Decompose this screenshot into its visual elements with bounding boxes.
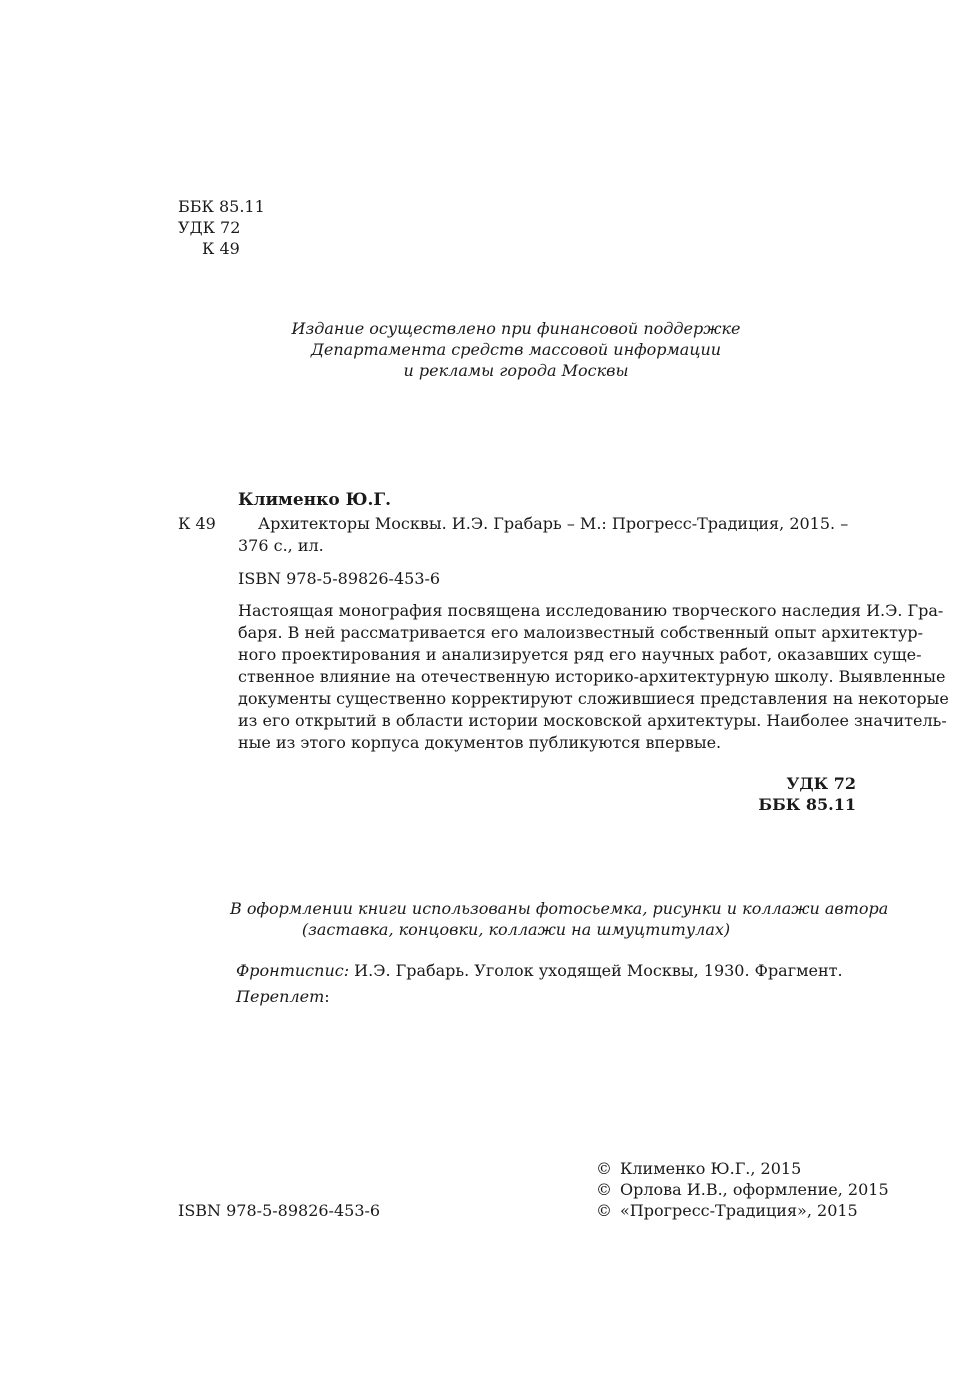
copyright-line: [596, 1200, 889, 1221]
abstract-line: Настоящая монография посвящена исследованию творческого наследия И.Э. Гра-: [238, 601, 944, 620]
classification-block: [178, 196, 265, 259]
support-line: Издание осуществлено при финансовой поддержке: [291, 319, 741, 338]
copyright-symbol: ©: [596, 1180, 612, 1199]
design-line: (заставка, концовки, коллажи на шмуцтитулах): [301, 920, 731, 939]
record-author-mark: К 49: [178, 514, 216, 533]
support-line: Департамента средств массовой информации: [310, 340, 722, 359]
abstract-line: ного проектирования и анализируется ряд его научных работ, оказавших суще-: [238, 645, 922, 664]
bottom-isbn: ISBN 978-5-89826-453-6: [178, 1201, 381, 1220]
support-note: [230, 318, 802, 381]
support-line: и рекламы города Москвы: [403, 361, 629, 380]
index-udk: УДК 72: [786, 774, 856, 793]
abstract-line: ные из этого корпуса документов публикуются впервые.: [238, 733, 722, 752]
copyright-text: «Прогресс-Традиция», 2015: [620, 1201, 858, 1220]
author-mark: К 49: [202, 239, 240, 258]
index-bbk: ББК 85.11: [758, 795, 856, 814]
copyright-line: [596, 1158, 889, 1179]
bbk-code: ББК 85.11: [178, 197, 265, 216]
abstract: [238, 600, 949, 754]
copyright-symbol: ©: [596, 1201, 612, 1220]
copyright-block: [596, 1158, 889, 1221]
record-author: Клименко Ю.Г.: [238, 490, 392, 510]
design-note: [230, 898, 889, 940]
frontispiece-label: Фронтиспис:: [236, 961, 350, 980]
abstract-line: ственное влияние на отечественную историко-архитектурную школу. Выявленные: [238, 667, 946, 686]
record-pages: 376 с., ил.: [238, 536, 324, 555]
copyright-line: [596, 1179, 889, 1200]
design-line: В оформлении книги использованы фотосьемка, рисунки и коллажи автора: [230, 899, 889, 918]
binding-note: [236, 986, 330, 1007]
abstract-line: из его открытий в области истории московской архитектуры. Наиболее значитель-: [238, 711, 947, 730]
index-codes: [758, 773, 856, 815]
record-title: Архитекторы Москвы. И.Э. Грабарь – М.: Прогресс-Традиция, 2015. –: [258, 514, 849, 533]
abstract-line: документы существенно корректируют сложившиеся представления на некоторые: [238, 689, 949, 708]
copyright-text: Клименко Ю.Г., 2015: [620, 1159, 802, 1178]
record-isbn: ISBN 978-5-89826-453-6: [238, 569, 441, 588]
copyright-text: Орлова И.В., оформление, 2015: [620, 1180, 889, 1199]
copyright-symbol: ©: [596, 1159, 612, 1178]
abstract-line: баря. В ней рассматривается его малоизвестный собственный опыт архитектур-: [238, 623, 924, 642]
binding-text: :: [324, 987, 330, 1006]
binding-label: Переплет: [236, 987, 325, 1006]
udk-code: УДК 72: [178, 218, 241, 237]
frontispiece-text: И.Э. Грабарь. Уголок уходящей Москвы, 1930. Фрагмент.: [349, 961, 843, 980]
frontispiece-note: [236, 960, 843, 981]
